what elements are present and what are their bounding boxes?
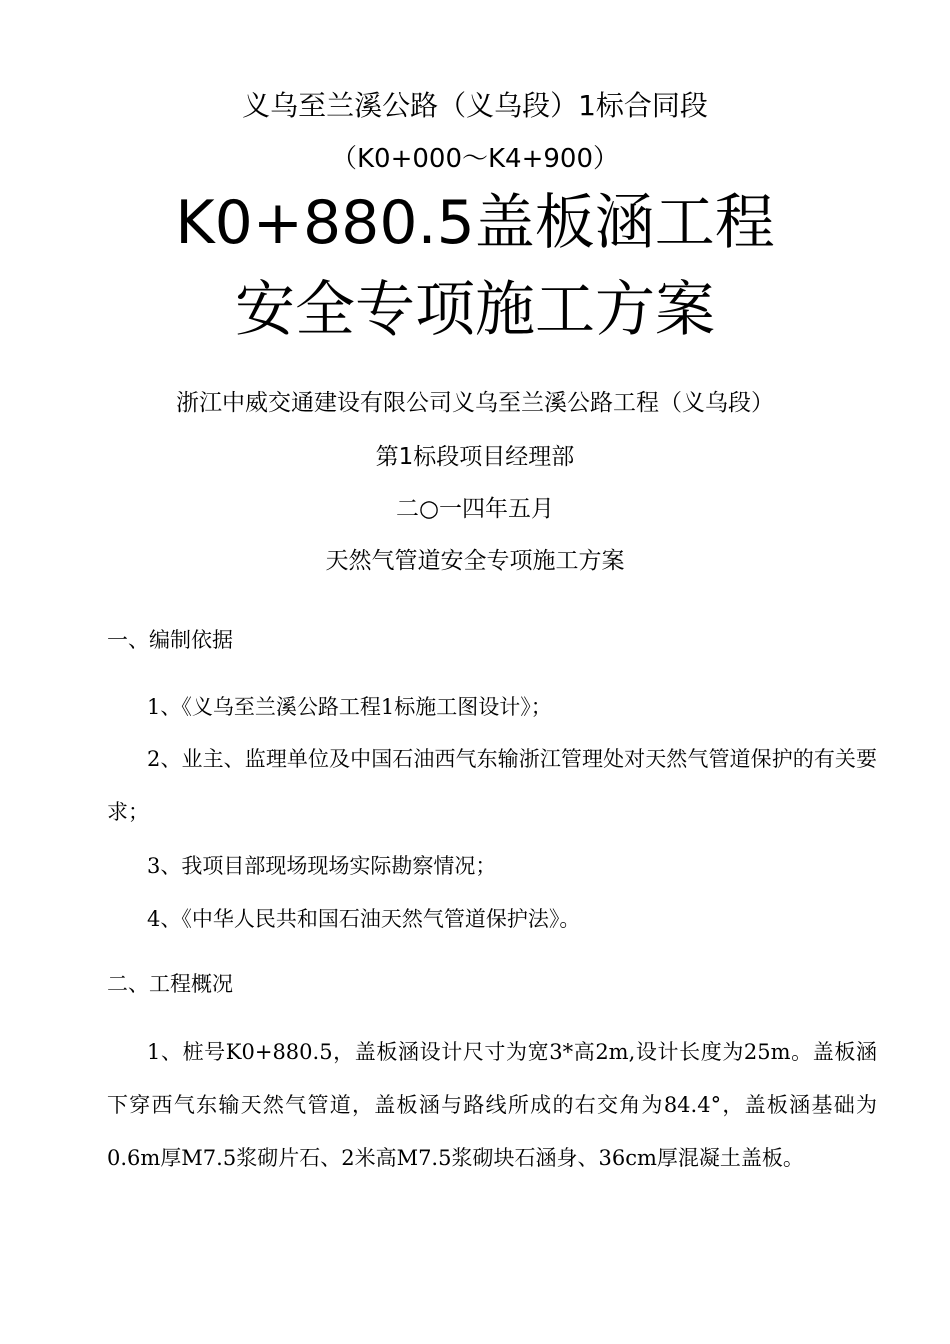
basis-item-3: 3、我项目部现场现场实际勘察情况； (147, 854, 497, 878)
company-name: 浙江中威交通建设有限公司义乌至兰溪公路工程（义乌段） (176, 390, 774, 416)
overview-item-1: 1、桩号K0+880.5，盖板涵设计尺寸为宽3*高2m,设计长度为25m。盖板涵下穿西气东输天然气管道，盖板涵与路线所成的右交角为84.4°，盖板涵基础为0.6m厚M7.5浆砌片石、2米高M7.5浆砌块石涵身、36cm厚混凝土盖板。 (107, 1040, 877, 1170)
department-name: 第1标段项目经理部 (375, 444, 575, 470)
section-heading-overview: 二、工程概况 (107, 972, 233, 996)
document-title-line2: 安全专项施工方案 (235, 275, 715, 345)
document-subtitle: 天然气管道安全专项施工方案 (325, 548, 625, 574)
basis-item-4: 4、《中华人民共和国石油天然气管道保护法》。 (147, 907, 581, 931)
basis-item-2: 2、业主、监理单位及中国石油西气东输浙江管理处对天然气管道保护的有关要求； (107, 747, 877, 824)
section-heading-basis: 一、编制依据 (107, 628, 233, 652)
document-date: 二○一四年五月 (395, 496, 555, 522)
basis-item-1: 1、《义乌至兰溪公路工程1标施工图设计》； (147, 695, 552, 719)
chainage-range: （K0+000～K4+900） (330, 144, 619, 174)
contract-section-title: 义乌至兰溪公路（义乌段）1标合同段 (242, 89, 708, 122)
document-title-line1: K0+880.5盖板涵工程 (175, 188, 775, 258)
